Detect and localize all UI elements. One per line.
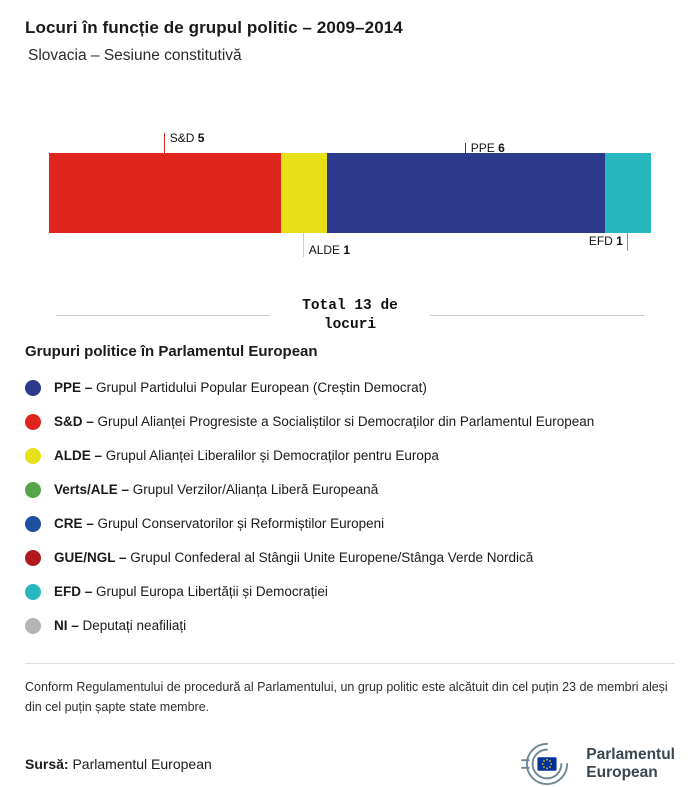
- legend-text-cre: CRE – Grupul Conservatorilor și Reformiștilor Europeni: [54, 516, 385, 532]
- legend-heading: Grupuri politice în Parlamentul European: [25, 342, 318, 360]
- bar-segment-alde: [281, 153, 327, 233]
- legend-item-cre: [25, 507, 675, 541]
- legend-item-ni: [25, 609, 675, 643]
- marker-label-alde: ALDE 1: [308, 243, 351, 257]
- legend-text-gue-ngl: GUE/NGL – Grupul Confederal al Stângii Unite Europene/Stânga Verde Nordică: [54, 550, 534, 566]
- legend-dot-sd: [25, 414, 41, 430]
- page-title: Locuri în funcție de grupul politic – 2009–2014: [25, 18, 403, 37]
- legend-item-efd: [25, 575, 675, 609]
- legend-text-alde: ALDE – Grupul Alianței Liberalilor și Democraților pentru Europa: [54, 448, 439, 464]
- parliament-logo: [518, 741, 675, 787]
- logo-wordmark-line2: European: [586, 763, 658, 781]
- legend-list: [25, 371, 675, 643]
- legend-dot-verts-ale: [25, 482, 41, 498]
- seats-bar: [49, 153, 651, 233]
- legend-dot-ppe: [25, 380, 41, 396]
- source-line: [25, 756, 212, 772]
- marker-label-ppe: PPE 6: [470, 141, 505, 155]
- page-subtitle: Slovacia – Sesiune constitutivă: [28, 47, 242, 64]
- legend-text-ni: NI – Deputați neafiliați: [54, 618, 187, 634]
- legend-dot-gue-ngl: [25, 550, 41, 566]
- marker-label-efd: EFD 1: [588, 234, 623, 248]
- total-divider-left: [56, 315, 270, 316]
- total-seats-label: Total 13 de locuri: [302, 298, 398, 333]
- footnote: Conform Regulamentului de procedură al Parlamentului, un grup politic este alcătuit din cel puțin 23 de membri aleși din cel puțin șapte state membre.: [25, 679, 668, 714]
- legend-item-alde: [25, 439, 675, 473]
- seats-chart: [49, 131, 651, 259]
- marker-label-sd: S&D 5: [169, 131, 205, 145]
- legend-text-sd: S&D – Grupul Alianței Progresiste a Socialiștilor si Democraților din Parlamentul European: [54, 414, 595, 430]
- logo-wordmark: [586, 746, 675, 782]
- source-text: Parlamentul European: [72, 755, 212, 772]
- bottom-row: [25, 741, 675, 787]
- source-label: Sursă:: [25, 755, 69, 772]
- legend-dot-efd: [25, 584, 41, 600]
- legend-item-ppe: [25, 371, 675, 405]
- legend-item-gue-ngl: [25, 541, 675, 575]
- bar-segment-efd: [605, 153, 651, 233]
- legend-item-sd: [25, 405, 675, 439]
- legend-dot-alde: [25, 448, 41, 464]
- total-divider-right: [430, 315, 644, 316]
- marker-line-alde: [303, 233, 304, 257]
- legend-dot-cre: [25, 516, 41, 532]
- legend-text-efd: EFD – Grupul Europa Libertății și Democrației: [54, 584, 328, 600]
- marker-line-ppe: [465, 143, 466, 153]
- marker-line-efd: [627, 233, 628, 251]
- footer-divider: [25, 663, 675, 664]
- bar-segment-ppe: [327, 153, 605, 233]
- parliament-logo-icon: [518, 741, 576, 787]
- legend-text-ppe: PPE – Grupul Partidului Popular European (Creștin Democrat): [54, 380, 427, 396]
- total-row: [56, 297, 644, 335]
- logo-wordmark-line1: Parlamentul: [586, 745, 675, 763]
- bar-segment-sd: [49, 153, 281, 233]
- eu-flag-icon: [538, 757, 557, 770]
- legend-text-verts-ale: Verts/ALE – Grupul Verzilor/Alianța Liberă Europeană: [54, 482, 379, 498]
- legend-dot-ni: [25, 618, 41, 634]
- marker-line-sd: [164, 133, 165, 153]
- legend-item-verts-ale: [25, 473, 675, 507]
